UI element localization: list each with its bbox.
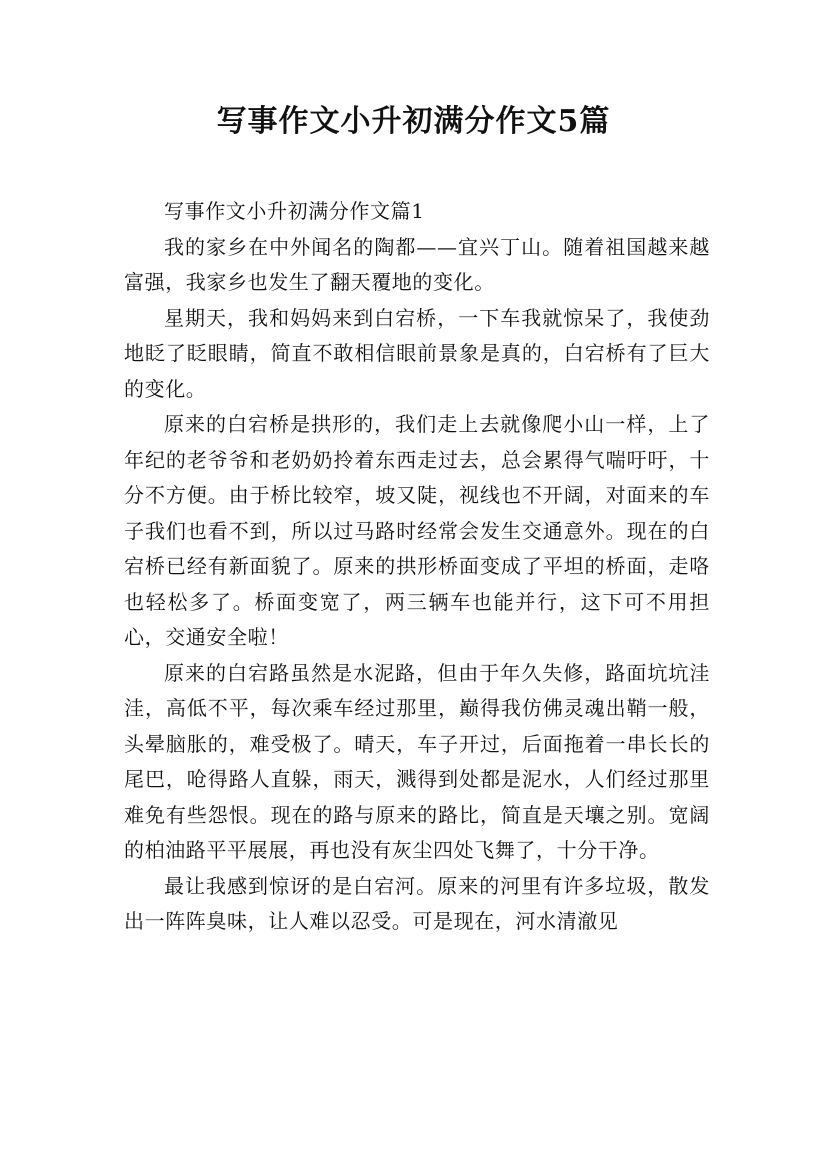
paragraph: 原来的白宕路虽然是水泥路，但由于年久失修，路面坑坑洼洼，高低不平，每次乘车经过那里，巅得我仿佛灵魂出鞘一般，头晕脑胀的，难受极了。晴天，车子开过，后面拖着一串长长的尾巴，呛得路人直躲，雨天，溅得到处都是泥水，人们经过那里难免有些怨恨。现在的路与原来的路比，简直是天壤之别。宽阔的柏油路平平展展，再也没有灰尘四处飞舞了，十分干净。: [124, 660, 710, 862]
paragraph: 我的家乡在中外闻名的陶都——宜兴丁山。随着祖国越来越富强，我家乡也发生了翻天覆地的变化。: [124, 234, 710, 294]
paragraph: 原来的白宕桥是拱形的，我们走上去就像爬小山一样，上了年纪的老爷爷和老奶奶拎着东西走过去，总会累得气喘吁吁，十分不方便。由于桥比较窄，坡又陡，视线也不开阔，对面来的车子我们也看不到，所以过马路时经常会发生交通意外。现在的白宕桥已经有新面貌了。原来的拱形桥面变成了平坦的桥面，走咯也轻松多了。桥面变宽了，两三辆车也能并行，这下可不用担心，交通安全啦！: [124, 412, 710, 649]
paragraph: 最让我感到惊讶的是白宕河。原来的河里有许多垃圾，散发出一阵阵臭味，让人难以忍受。可是现在，河水清澈见: [124, 873, 710, 933]
document-body: [124, 194, 710, 940]
paragraph: 星期天，我和妈妈来到白宕桥，一下车我就惊呆了，我使劲地眨了眨眼睛，简直不敢相信眼前景象是真的，白宕桥有了巨大的变化。: [124, 305, 710, 401]
document-title: 写事作文小升初满分作文5篇: [216, 104, 611, 139]
section-heading: 写事作文小升初满分作文篇1: [164, 199, 425, 223]
